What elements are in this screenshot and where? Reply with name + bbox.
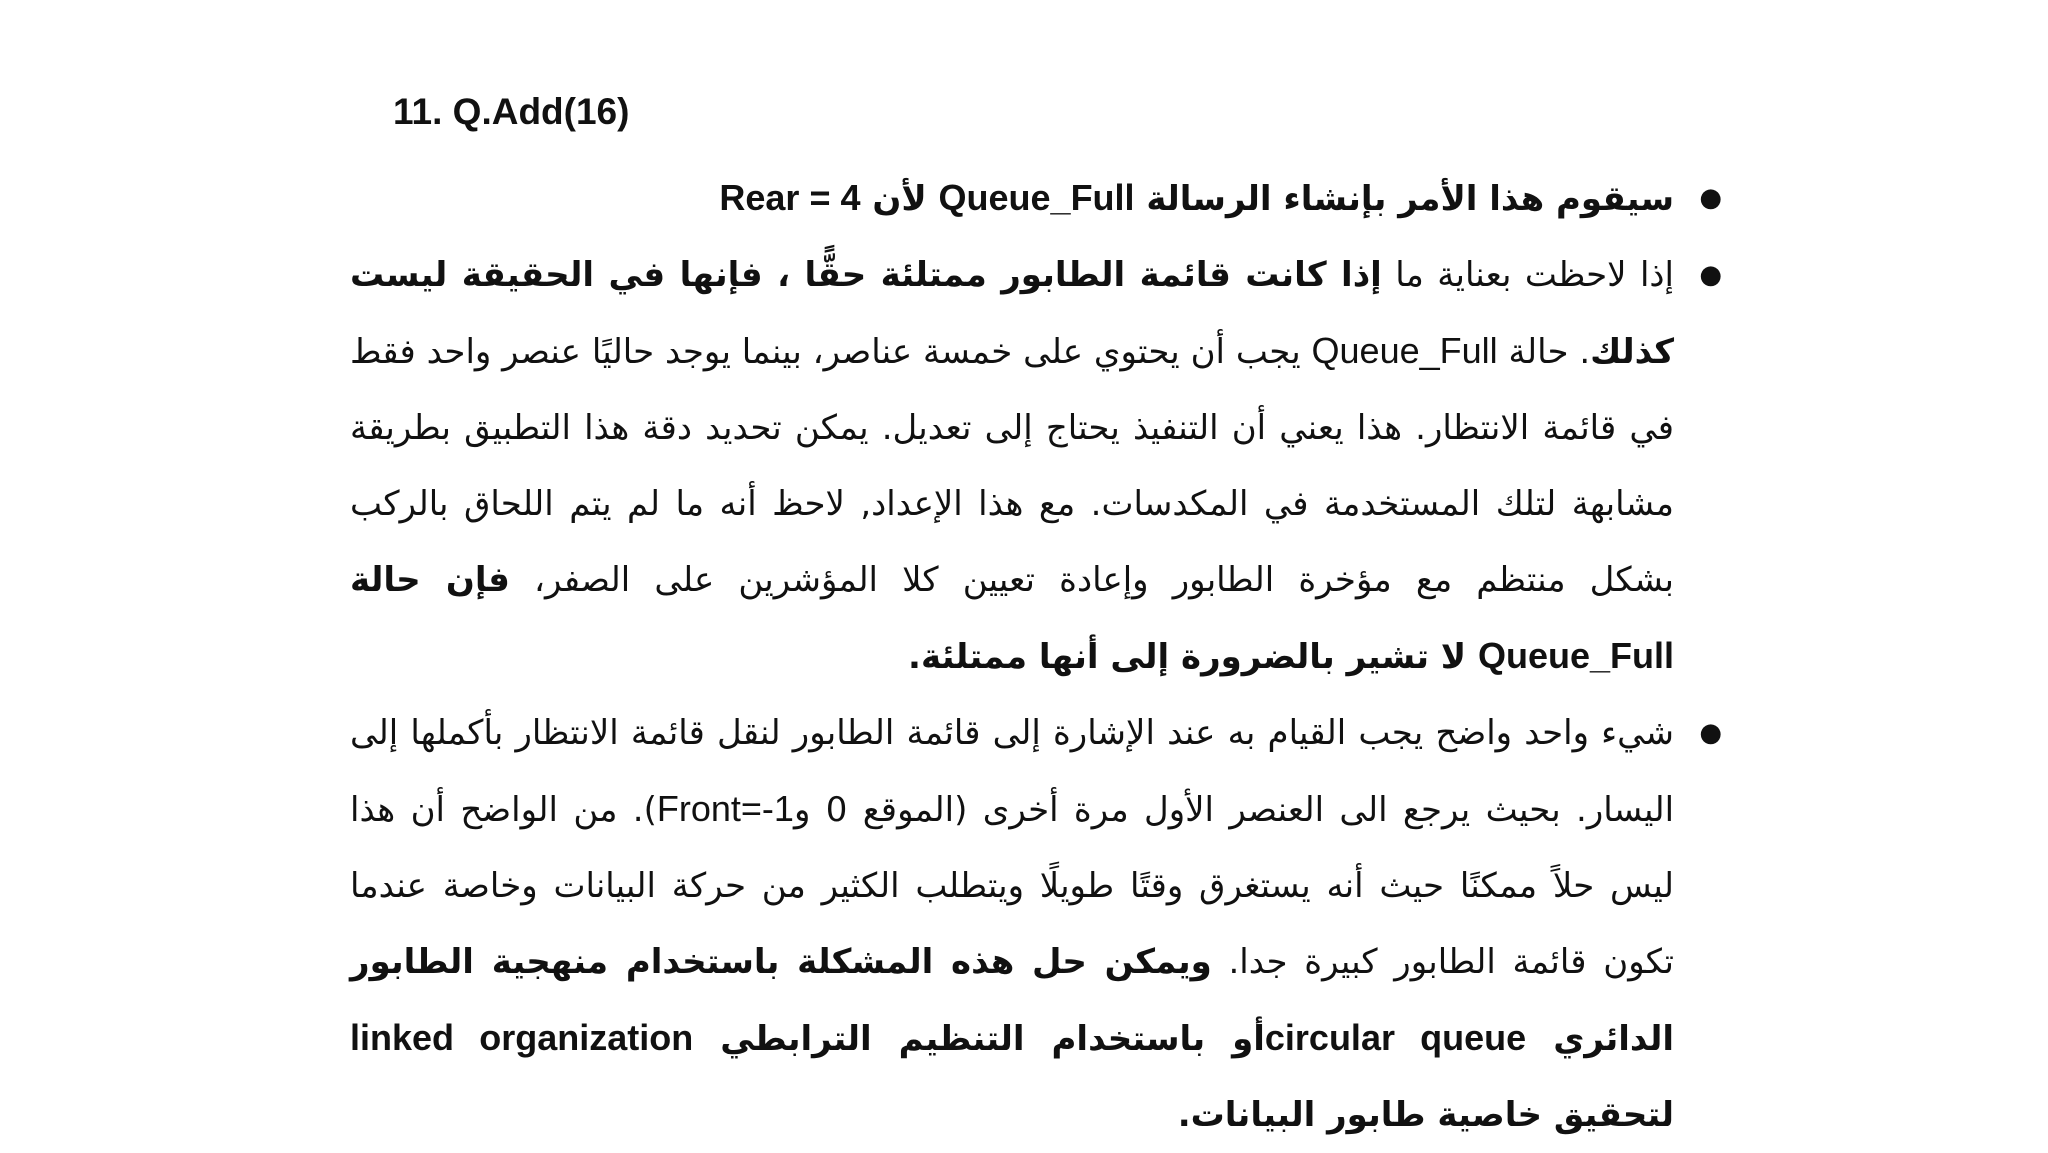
bullet-1-queue-full: Queue_Full	[938, 177, 1135, 218]
section-heading: 11. Q.Add(16)	[393, 91, 630, 132]
bullet-dot-icon: ●	[1699, 260, 1722, 290]
bullet-2-text-intro: إذا لاحظت بعناية ما	[1381, 255, 1675, 295]
bullet-1-text: سيقوم هذا الأمر بإنشاء الرسالة	[1134, 179, 1674, 219]
bullet-3-text-conclusion: لتحقيق خاصية طابور البيانات.	[1177, 1095, 1674, 1135]
bullet-2-text-body: يجب أن يحتوي على خمسة عناصر، بينما يوجد حاليًا عنصر واحد فقط في قائمة الانتظار. هذا يعني أن التنفيذ يحتاج إلى تعديل. يمكن تحديد دقة هذا التطبيق بطريقة مشابهة لتلك المستخدمة في المكدسات. مع هذا الإعداد, لاحظ أنه ما لم يتم اللحاق بالركب بشكل منتظم مع مؤخرة الطابور وإعادة تعيين كلا المؤشرين على الصفر،	[350, 332, 1675, 600]
bullet-item-2	[350, 237, 1722, 695]
bullet-3-circular-queue: circular queue	[1264, 1017, 1527, 1058]
bullet-3-front-value: Front=-1	[656, 788, 794, 829]
bullet-2-text-state: . حالة	[1497, 332, 1591, 372]
bullet-3-text-body: ). من الواضح أن هذا ليس حلاً ممكنًا حيث أنه يستغرق وقتًا طويلًا ويتطلب الكثير من حركة البيانات وخاصة عندما تكون قائمة الطابور كبيرة جدا.	[350, 790, 1674, 982]
bullet-2-queue-full: Queue_Full	[1311, 330, 1498, 371]
bullet-3-text-or: أو باستخدام التنظيم الترابطي	[693, 1019, 1265, 1059]
bullet-2-text-conclusion: لا تشير بالضرورة إلى أنها ممتلئة.	[908, 637, 1478, 677]
bullet-3-text-intro: شيء واحد واضح يجب القيام به عند الإشارة إلى قائمة الطابور لنقل قائمة الانتظار بأكملها إلى اليسار. بحيث يرجع الى العنصر الأول مرة أخرى (الموقع 0 و	[350, 713, 1675, 830]
bullet-item-1	[350, 160, 1722, 237]
bullet-3-linked-organization: linked organization	[350, 1017, 694, 1058]
bullet-2-queue-full-bold: Queue_Full	[1477, 635, 1674, 676]
bullet-dot-icon: ●	[1699, 183, 1722, 213]
bullet-3-text-solution: ويمكن حل هذه المشكلة باستخدام منهجية الطابور الدائري	[350, 942, 1674, 1059]
bullet-dot-icon: ●	[1699, 718, 1722, 748]
bullet-item-3	[350, 695, 1722, 1153]
bullet-1-text-because: لأن	[860, 179, 939, 219]
bullet-2-text-emphasis: إذا كانت قائمة الطابور ممتلئة حقًّا ، فإنها في الحقيقة ليست كذلك	[350, 255, 1674, 372]
bullet-list	[350, 160, 1722, 1153]
bullet-1-rear-value: Rear = 4	[719, 177, 861, 218]
bullet-2-text-so: فإن حالة	[350, 560, 510, 600]
